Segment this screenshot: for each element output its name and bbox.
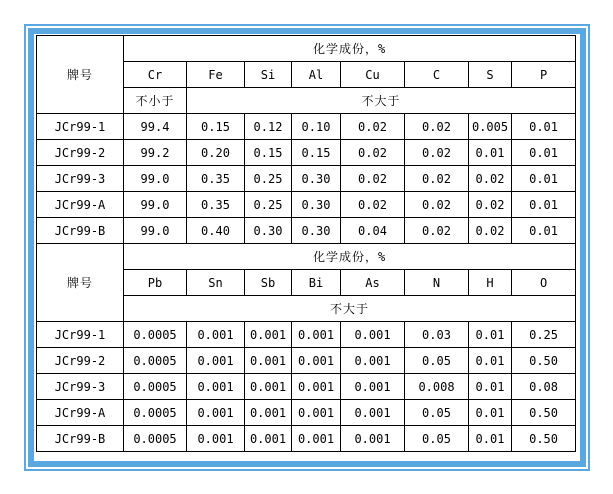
value-cell: 0.01 [512,140,576,166]
value-cell: 0.40 [187,218,245,244]
value-cell: 0.01 [469,374,512,400]
value-cell: 0.02 [469,166,512,192]
decorative-inner-frame [28,28,586,467]
value-cell: 0.15 [292,140,341,166]
column-header-cr: Cr [124,62,187,88]
grade-column-header: 牌号 [37,244,124,322]
value-cell: 0.08 [512,374,576,400]
value-cell: 0.02 [341,166,405,192]
value-cell: 99.4 [124,114,187,140]
value-cell: 0.02 [405,218,469,244]
value-cell: 0.001 [292,348,341,374]
value-cell: 0.35 [187,192,245,218]
value-cell: 0.01 [512,114,576,140]
value-cell: 0.02 [469,192,512,218]
value-cell: 0.0005 [124,400,187,426]
value-cell: 0.001 [245,400,292,426]
value-cell: 0.04 [341,218,405,244]
value-cell: 0.12 [245,114,292,140]
value-cell: 0.001 [341,322,405,348]
value-cell: 0.35 [187,166,245,192]
value-cell: 0.001 [187,426,245,452]
limit-max-label: 不大于 [187,88,576,114]
value-cell: 0.008 [405,374,469,400]
value-cell: 0.30 [292,218,341,244]
column-header-al: Al [292,62,341,88]
value-cell: 0.01 [469,322,512,348]
value-cell: 0.001 [341,426,405,452]
value-cell: 0.001 [187,400,245,426]
limit-min-label: 不小于 [124,88,187,114]
value-cell: 0.001 [245,374,292,400]
column-header-h: H [469,270,512,296]
composition-group-header: 化学成份，% [124,36,576,62]
value-cell: 0.001 [187,322,245,348]
value-cell: 0.50 [512,348,576,374]
value-cell: 0.001 [341,400,405,426]
value-cell: 0.03 [405,322,469,348]
value-cell: 0.001 [292,322,341,348]
value-cell: 0.01 [469,426,512,452]
value-cell: 0.0005 [124,426,187,452]
value-cell: 0.02 [341,192,405,218]
table-row [37,348,576,374]
value-cell: 99.0 [124,166,187,192]
value-cell: 0.02 [405,166,469,192]
grade-cell: JCr99-1 [37,114,124,140]
table-row [37,140,576,166]
value-cell: 99.0 [124,218,187,244]
grade-cell: JCr99-3 [37,374,124,400]
value-cell: 0.001 [245,348,292,374]
section2-header-row [37,244,576,270]
grade-cell: JCr99-2 [37,140,124,166]
value-cell: 0.001 [187,348,245,374]
value-cell: 0.01 [469,400,512,426]
value-cell: 99.0 [124,192,187,218]
column-header-si: Si [245,62,292,88]
column-header-fe: Fe [187,62,245,88]
limit-max-label: 不大于 [124,296,576,322]
grade-cell: JCr99-B [37,218,124,244]
chemical-composition-table [36,35,576,452]
column-header-as: As [341,270,405,296]
table-row [37,374,576,400]
value-cell: 0.01 [512,192,576,218]
value-cell: 0.15 [187,114,245,140]
value-cell: 0.05 [405,348,469,374]
grade-cell: JCr99-1 [37,322,124,348]
value-cell: 0.01 [512,218,576,244]
grade-cell: JCr99-A [37,400,124,426]
table-row [37,166,576,192]
value-cell: 0.10 [292,114,341,140]
column-header-sb: Sb [245,270,292,296]
table-row [37,426,576,452]
value-cell: 0.15 [245,140,292,166]
value-cell: 0.20 [187,140,245,166]
column-header-bi: Bi [292,270,341,296]
value-cell: 0.001 [341,348,405,374]
composition-group-header: 化学成份，% [124,244,576,270]
value-cell: 0.01 [469,140,512,166]
table-row [37,114,576,140]
value-cell: 0.001 [292,426,341,452]
value-cell: 0.02 [341,140,405,166]
value-cell: 99.2 [124,140,187,166]
value-cell: 0.50 [512,426,576,452]
value-cell: 0.01 [469,348,512,374]
grade-column-header: 牌号 [37,36,124,114]
value-cell: 0.0005 [124,348,187,374]
column-header-cu: Cu [341,62,405,88]
value-cell: 0.01 [512,166,576,192]
value-cell: 0.25 [245,166,292,192]
value-cell: 0.0005 [124,374,187,400]
value-cell: 0.50 [512,400,576,426]
value-cell: 0.02 [469,218,512,244]
value-cell: 0.02 [405,114,469,140]
value-cell: 0.001 [341,374,405,400]
column-header-o: O [512,270,576,296]
column-header-s: S [469,62,512,88]
value-cell: 0.02 [341,114,405,140]
grade-cell: JCr99-A [37,192,124,218]
table-row [37,218,576,244]
value-cell: 0.25 [245,192,292,218]
value-cell: 0.05 [405,426,469,452]
column-header-c: C [405,62,469,88]
value-cell: 0.001 [292,374,341,400]
column-header-pb: Pb [124,270,187,296]
value-cell: 0.02 [405,140,469,166]
value-cell: 0.30 [292,192,341,218]
column-header-sn: Sn [187,270,245,296]
value-cell: 0.25 [512,322,576,348]
table-row [37,400,576,426]
value-cell: 0.001 [245,322,292,348]
value-cell: 0.05 [405,400,469,426]
value-cell: 0.005 [469,114,512,140]
grade-cell: JCr99-2 [37,348,124,374]
section1-header-row [37,36,576,62]
value-cell: 0.30 [245,218,292,244]
value-cell: 0.02 [405,192,469,218]
grade-cell: JCr99-B [37,426,124,452]
value-cell: 0.0005 [124,322,187,348]
value-cell: 0.001 [187,374,245,400]
table-row [37,322,576,348]
decorative-outer-frame [24,24,590,471]
grade-cell: JCr99-3 [37,166,124,192]
value-cell: 0.001 [292,400,341,426]
column-header-n: N [405,270,469,296]
value-cell: 0.30 [292,166,341,192]
table-row [37,192,576,218]
value-cell: 0.001 [245,426,292,452]
column-header-p: P [512,62,576,88]
